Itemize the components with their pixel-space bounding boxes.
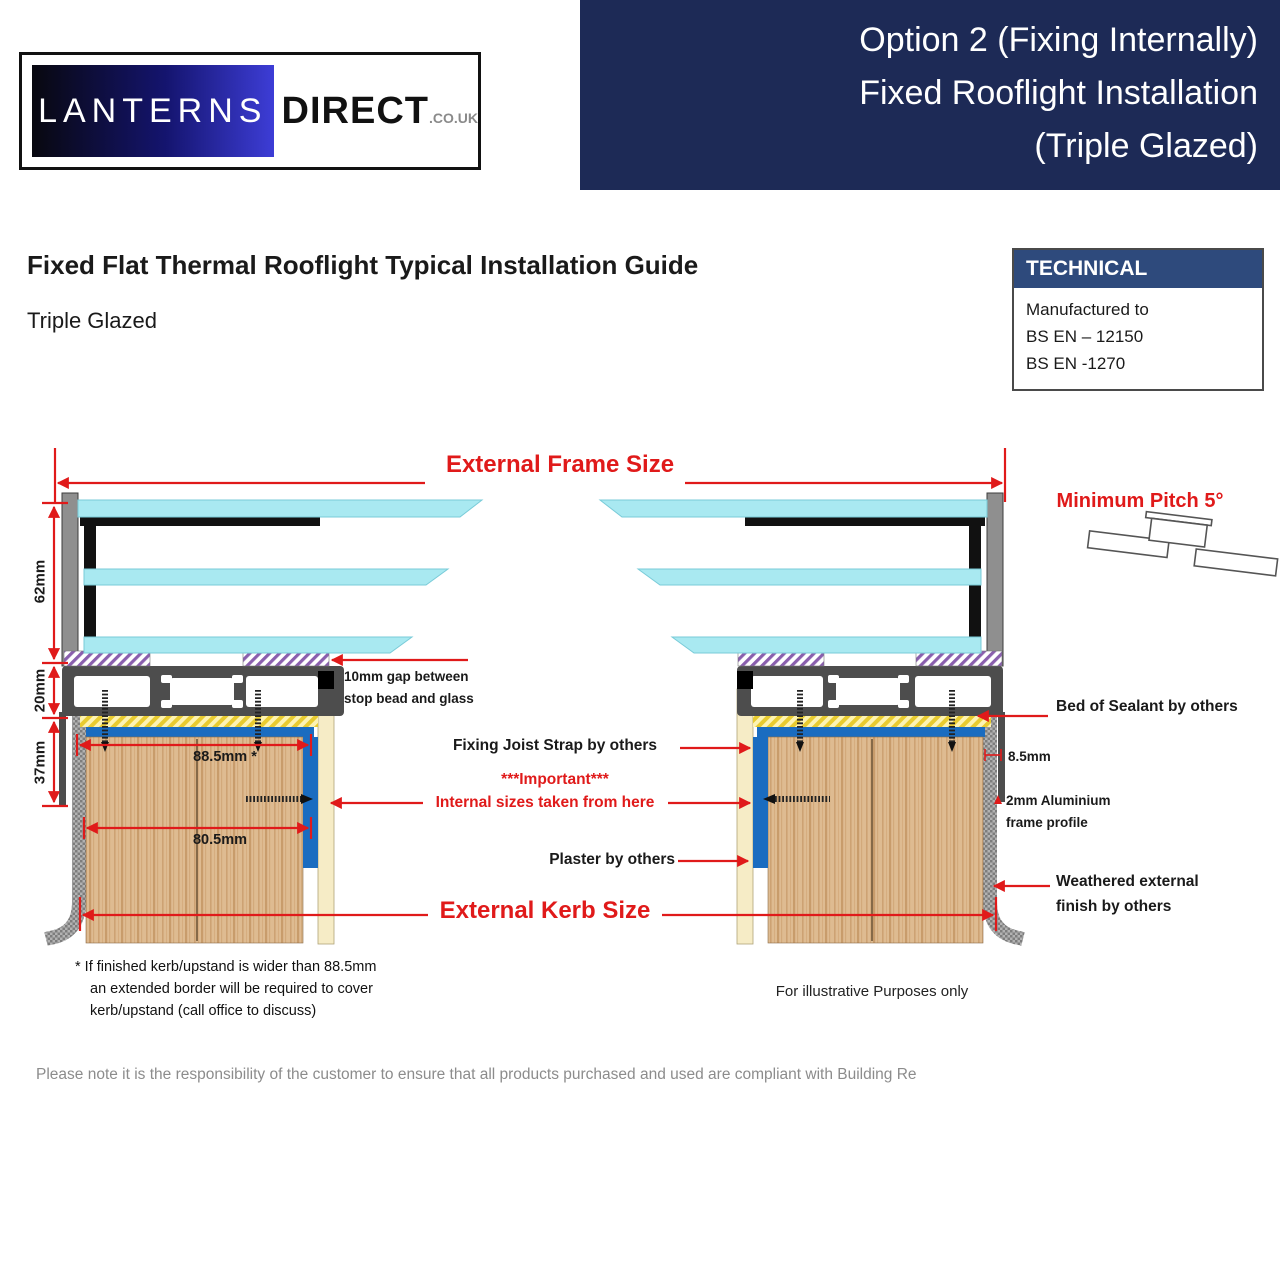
footnote-line-2: an extended border will be required to cover — [90, 981, 373, 997]
weathered-line-1: Weathered external — [1056, 873, 1199, 890]
logo-text-direct: DIRECT — [281, 89, 429, 132]
glass-pane-3-right — [672, 637, 981, 653]
frame-jamb-left — [62, 493, 78, 666]
dim-20mm-label: 20mm — [31, 668, 49, 713]
profile-chamber — [751, 676, 823, 707]
gap-label-line-1: 10mm gap between — [344, 669, 469, 684]
dim-62mm-label: 62mm — [31, 559, 49, 604]
right-section-detail — [600, 493, 1023, 944]
joist-strap-top-left — [86, 727, 314, 737]
banner-line-3: (Triple Glazed) — [1034, 127, 1258, 165]
min-pitch-label: Minimum Pitch 5° — [1056, 490, 1224, 512]
stop-bead-right — [737, 671, 753, 689]
glass-pane-3-left — [84, 637, 412, 653]
sealant-bed-left — [80, 716, 318, 727]
thermal-break-chamber — [828, 675, 909, 708]
alu-profile-line-2: frame profile — [1006, 815, 1088, 830]
glass-pane-1-right — [600, 500, 987, 517]
logo-text-lanterns: LANTERNS — [38, 91, 268, 130]
glass-pane-2-right — [638, 569, 981, 585]
alu-profile-label — [1006, 790, 1111, 834]
important-label: ***Important*** — [501, 771, 609, 788]
joist-strap-side-right — [753, 737, 768, 868]
stop-bead-left — [318, 671, 334, 689]
alu-profile-line-1: 2mm Aluminium — [1006, 793, 1111, 808]
footnote-line-1: * If finished kerb/upstand is wider than 88.5mm — [75, 959, 377, 975]
frame-jamb-right — [987, 493, 1003, 666]
logo-text-tld: .CO.UK — [429, 110, 478, 126]
banner-line-1: Option 2 (Fixing Internally) — [859, 21, 1258, 59]
left-section-detail — [46, 493, 482, 944]
profile-chamber — [74, 676, 150, 707]
kerb-footnote — [75, 956, 376, 1022]
gap-label — [344, 666, 474, 710]
page-title: Fixed Flat Thermal Rooflight Typical Installation Guide — [27, 250, 699, 280]
external-kerb-size-label: External Kerb Size — [439, 897, 651, 924]
compliance-note: Please note it is the responsibility of the customer to ensure that all products purchased and used are compliant with Building Re — [36, 1066, 917, 1083]
internal-sizes-label: Internal sizes taken from here — [435, 794, 655, 811]
technical-line-3: BS EN -1270 — [1026, 354, 1126, 373]
glazing-spacer-top-right — [745, 517, 985, 526]
dim-885mm-label: 88.5mm * — [193, 749, 257, 765]
banner-line-2: Fixed Rooflight Installation — [859, 74, 1258, 112]
joist-strap-top-right — [757, 727, 985, 737]
sealant-bed-right — [753, 716, 991, 727]
timber-kerb-right — [768, 737, 983, 943]
external-frame-size-label: External Frame Size — [445, 451, 675, 478]
illustrative-note: For illustrative Purposes only — [775, 983, 969, 1000]
min-pitch-icon — [1087, 505, 1280, 576]
footnote-line-3: kerb/upstand (call office to discuss) — [90, 1003, 317, 1019]
weathered-line-2: finish by others — [1056, 898, 1172, 915]
joist-strap-label: Fixing Joist Strap by others — [452, 737, 658, 754]
glazing-spacer-top-left — [80, 517, 320, 526]
sealant-label: Bed of Sealant by others — [1056, 698, 1238, 715]
technical-line-2: BS EN – 12150 — [1026, 327, 1144, 346]
page-subtitle: Triple Glazed — [27, 308, 158, 333]
technical-header: TECHNICAL — [1014, 250, 1262, 288]
technical-line-1: Manufactured to — [1026, 300, 1149, 319]
glass-pane-1-left — [78, 500, 482, 517]
aluminium-leg-left — [59, 712, 66, 807]
dim-805mm-label: 80.5mm — [192, 832, 247, 848]
dim-37mm-label: 37mm — [31, 740, 49, 785]
glass-pane-2-left — [84, 569, 448, 585]
plaster-label: Plaster by others — [549, 851, 675, 868]
plasterboard-left — [318, 689, 334, 944]
dim-85mm-label: 8.5mm — [1008, 749, 1051, 764]
thermal-break-chamber — [161, 675, 243, 708]
gap-label-line-2: stop bead and glass — [344, 691, 474, 706]
weathered-label — [1056, 869, 1199, 919]
joist-strap-side-left — [303, 737, 318, 868]
plasterboard-right — [737, 689, 753, 944]
